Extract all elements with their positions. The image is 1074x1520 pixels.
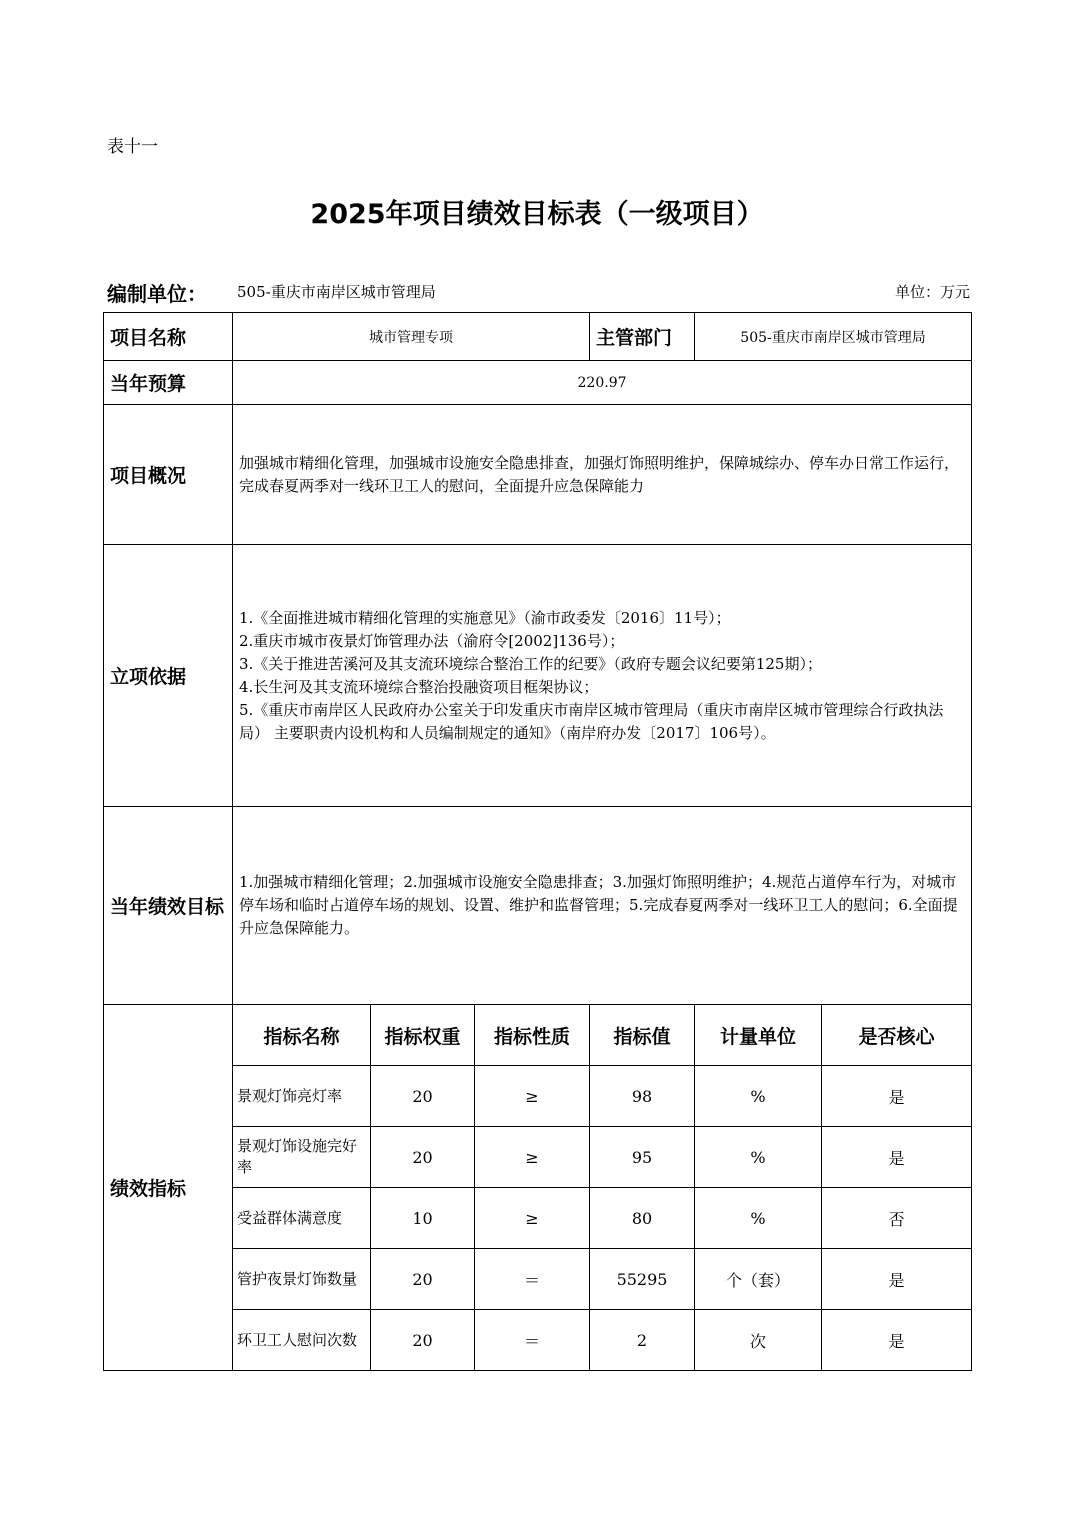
indicator-weight: 20 <box>371 1310 475 1371</box>
indicator-value: 55295 <box>590 1249 695 1310</box>
indicator-nature: ≥ <box>475 1066 590 1127</box>
project-name-value: 城市管理专项 <box>233 313 590 361</box>
header-indicator-value: 指标值 <box>590 1005 695 1066</box>
table-row <box>104 1188 972 1249</box>
indicator-name: 受益群体满意度 <box>233 1188 371 1249</box>
basis-item: 1.《全面推进城市精细化管理的实施意见》（渝市政委发〔2016〕11号）； <box>239 608 731 627</box>
indicator-unit: % <box>695 1066 822 1127</box>
indicator-header-row <box>104 1005 972 1066</box>
header-measure-unit: 计量单位 <box>695 1005 822 1066</box>
indicator-nature: ≥ <box>475 1127 590 1188</box>
budget-value: 220.97 <box>233 361 972 405</box>
basis-item: 2.重庆市城市夜景灯饰管理办法（渝府令[2002]136号）； <box>239 631 625 650</box>
indicator-core: 是 <box>822 1066 972 1127</box>
indicator-unit: 个（套） <box>695 1249 822 1310</box>
indicator-weight: 10 <box>371 1188 475 1249</box>
indicator-nature: ≥ <box>475 1188 590 1249</box>
header-is-core: 是否核心 <box>822 1005 972 1066</box>
goal-row <box>104 807 972 1005</box>
unit-name: 505-重庆市南岸区城市管理局 <box>237 283 436 301</box>
unit-label: 编制单位： <box>107 282 207 306</box>
overview-text: 加强城市精细化管理，加强城市设施安全隐患排查，加强灯饰照明维护，保障城综办、停车办日常工作运行，完成春夏两季对一线环卫工人的慰问，全面提升应急保障能力 <box>233 405 972 545</box>
indicator-core: 是 <box>822 1249 972 1310</box>
basis-row <box>104 545 972 807</box>
indicator-unit: 次 <box>695 1310 822 1371</box>
indicator-name: 景观灯饰亮灯率 <box>233 1066 371 1127</box>
header-indicator-weight: 指标权重 <box>371 1005 475 1066</box>
currency-unit: 单位：万元 <box>894 283 970 301</box>
table-row <box>104 1249 972 1310</box>
table-row <box>104 1127 972 1188</box>
indicator-nature: ＝ <box>475 1310 590 1371</box>
goal-label: 当年绩效目标 <box>104 807 233 1005</box>
indicator-name: 管护夜景灯饰数量 <box>233 1249 371 1310</box>
table-number-label: 表十一 <box>107 137 158 157</box>
indicator-name: 环卫工人慰问次数 <box>233 1310 371 1371</box>
overview-label: 项目概况 <box>104 405 233 545</box>
indicator-value: 95 <box>590 1127 695 1188</box>
indicator-unit: % <box>695 1127 822 1188</box>
project-name-row <box>104 313 972 361</box>
indicator-weight: 20 <box>371 1066 475 1127</box>
indicator-value: 2 <box>590 1310 695 1371</box>
indicator-weight: 20 <box>371 1249 475 1310</box>
basis-item: 3.《关于推进苦溪河及其支流环境综合整治工作的纪要》（政府专题会议纪要第125期）； <box>239 654 822 673</box>
indicator-core: 是 <box>822 1310 972 1371</box>
project-name-label: 项目名称 <box>104 313 233 361</box>
basis-text <box>233 545 972 807</box>
indicator-name: 景观灯饰设施完好率 <box>233 1127 371 1188</box>
budget-label: 当年预算 <box>104 361 233 405</box>
indicator-unit: % <box>695 1188 822 1249</box>
basis-label: 立项依据 <box>104 545 233 807</box>
overview-row <box>104 405 972 545</box>
table-row <box>104 1310 972 1371</box>
performance-table <box>103 312 972 1371</box>
indicator-nature: ＝ <box>475 1249 590 1310</box>
header-indicator-nature: 指标性质 <box>475 1005 590 1066</box>
meta-row <box>107 278 970 304</box>
indicators-label: 绩效指标 <box>104 1005 233 1371</box>
indicator-core: 是 <box>822 1127 972 1188</box>
table-row <box>104 1066 972 1127</box>
indicator-core: 否 <box>822 1188 972 1249</box>
basis-item: 4.长生河及其支流环境综合整治投融资项目框架协议； <box>239 677 599 696</box>
indicator-weight: 20 <box>371 1127 475 1188</box>
dept-value: 505-重庆市南岸区城市管理局 <box>695 313 972 361</box>
indicator-value: 98 <box>590 1066 695 1127</box>
dept-label: 主管部门 <box>590 313 695 361</box>
document-title: 2025年项目绩效目标表（一级项目） <box>310 199 764 230</box>
header-indicator-name: 指标名称 <box>233 1005 371 1066</box>
budget-row <box>104 361 972 405</box>
basis-item: 5.《重庆市南岸区人民政府办公室关于印发重庆市南岸区城市管理局（重庆市南岸区城市管理综合行政执法局） 主要职责内设机构和人员编制规定的通知》（南岸府办发〔2017〕106号）。 <box>239 700 944 742</box>
goal-text: 1.加强城市精细化管理；2.加强城市设施安全隐患排查；3.加强灯饰照明维护；4.规范占道停车行为，对城市停车场和临时占道停车场的规划、设置、维护和监督管理；5.完成春夏两季对一线环卫工人的慰问；6.全面提升应急保障能力。 <box>233 807 972 1005</box>
indicator-value: 80 <box>590 1188 695 1249</box>
